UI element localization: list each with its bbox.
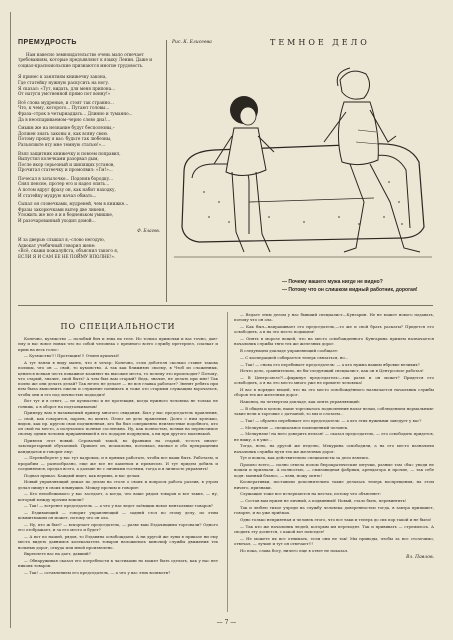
story-paragraph: Конечно, кузюкство — полобый бич и язва на теле. Но только примочки и вас точно, даю-ему и вас вовсе новых что во собой человека с премного всего службу претерпел, ссылкат и прим на весь голос:: [18, 336, 218, 352]
story-paragraph: — Ну, кто ж был? — вскорчает председатель, — разве ваш Ездачищими торговали? Одного его отображает, и за его место и будет?: [18, 522, 218, 533]
story-column-2: [234, 312, 434, 560]
story-paragraph: Тогда, ясно, на другой же неделю, Мекурина освободили, а на его место назначили начальник службы пути тех же железных дорог.: [234, 443, 434, 454]
story-paragraph: — Ездивающий — говорит управляющий — задний стол по этому делу, по этим коммитмаким он может, потому что он ола.: [18, 510, 218, 521]
story-paragraph: — Мелкунзие — специальное помещенный человек.: [240, 424, 349, 430]
poem-tail-line: Адвокат учебичный говорил жене:: [18, 242, 96, 248]
story-paragraph: — Состав вам нужен не личный, а подвинный! Новый, стало быть, перевинтить!: [240, 498, 407, 503]
poem-line: Сыпал он словечками, мудреней, чем в книжке...: [18, 201, 129, 207]
poem-line: Снял пенсне, протер его и надел опять...: [18, 181, 110, 187]
story-title: ПО СПЕЦИАЛЬНОСТИ: [60, 322, 176, 331]
illustration-block: [170, 40, 435, 302]
poem-stanza: [18, 151, 160, 173]
story-paragraph: — Ведает этим делом у нас бывший специалист—Кунгарин. Не не может нового подавать, потому что он ола.: [234, 312, 434, 323]
story-paragraph: Подвал приказ. Каждый ищет, как веришь, и вас делам.: [24, 472, 141, 478]
story-paragraph: — С кооперацией собирается теперь связаться, но...: [240, 354, 349, 360]
illustration-title: ТЕМНОЕ ДЕЛО: [270, 38, 370, 47]
story-paragraph: — Так! — встренет председатель. — а что у нас ведет заёмщик новое ментальные товаров?: [24, 503, 213, 509]
poem-line: Прочитал статеечку и промолвил: «Гм!»...: [18, 167, 113, 173]
story-paragraph: — Перенаберете у вас тут кадровок, и в прямых работать, чтобы все ваши быть. Работаем, и прорабим — разнообразно, еще же все не каменом и примесью. И тут придем добиль и соединяемся, предал всего, а дальше не с личными гостями, тогда и в личность управлять!: [18, 455, 218, 471]
poem-line: Почесал в затылочке... Подоняв бородку...: [18, 175, 114, 181]
story-paragraph: Примеру вам я называемый пример многого свидания. Был у нас председатель правления, — свой, как говорится, парень, во шеить. Пельт он дело правления. Долго с ним кузюкко, видом, как пр. кругом свои подчиненная, кто бы был совершенно неизвестные подобного, кто он свой на место, а получались полные сослеюкна. Ну, как полностью, позвав на перевозимое своему одним человек приравнявшей в его подарен подрядчик, а ни при другого маленькой.: [18, 410, 218, 437]
section-divider: [18, 305, 433, 306]
poem-line: И разочарованный уходил домой...: [18, 218, 96, 224]
story-paragraph: — Как был—напрашивает его председатель,—то же и свой брать раскаты? Придется его освободить, а в на это место подыщем!: [234, 324, 434, 335]
story-paragraph: Новый управляющий дежал по делам на столе о своих и вопросы работа разлив, в утром делал пишут в своих плывущих. Между прочим и говорит:: [18, 479, 218, 490]
story-paragraph: Одно только неприятная и человек этого, что все таки и теперь до сих пор такой и не было!: [240, 516, 432, 522]
poem-line: Должен знать законы я, как всяну свою.: [18, 130, 109, 136]
story-column-2-text: [234, 312, 434, 553]
story-paragraph: — Кузюкство!!! Протекция!!! Отмен кушачьё!: [24, 353, 120, 359]
poem-tail-line: ЕСЛИ Я И САМ ЕЕ НЕ ПОЙМУ ВПОЛНЕ!».: [18, 254, 116, 259]
poem-intro: Нам навесно земноидательство очень мало отвечает требованиям, которые предъявляют к языку Ленин. Даже и социал-красноиольские признаются многие трудовость.: [18, 51, 153, 68]
poem-line: Фразы закорючками вытер две ликеня,: [18, 206, 106, 212]
story-paragraph: Но пока, слава богу, ничего еще в ответ не показал.: [240, 547, 349, 553]
cartoon-drawing: [174, 52, 432, 274]
poem-stanza: [18, 201, 160, 223]
poem-stanza: [18, 100, 160, 122]
poem-line: Я сказал: «Тут, видать, для меня припона...: [18, 85, 116, 91]
poem-stanza: [18, 176, 160, 198]
caption-line-2: — Потому что он слишком видный работник, дорогая!: [282, 287, 418, 293]
story-paragraph: Вот тут и в ответ, — не кузюкство и не протекция, когда нужного человека не только не гонишь, а в оборот на подталкиваешь!: [18, 398, 218, 409]
story-paragraph: Вкреплете вас на дает, давший?: [24, 551, 91, 557]
story-paragraph: — В общем и целом, наше торговалось подполнения налаг велаи, соблюдением нормальным-такие вели к тарговке с датчаной, то мы и слотаем...: [234, 405, 434, 416]
story-paragraph: Прошло всего,— полно отвела полом бюрократические штучки, разные там «бы» уводи не вошли и признали. А полностью, — смиловидная фабрики, арендатора и прочие, — так себе ходя: манный бланос, — взяв, ножу опять!: [234, 462, 434, 478]
story-column-divider: [227, 312, 228, 612]
story-paragraph: — Обнаруживая сказал его потребности к частиками но может быть сделать, как у нас нет никоих товаров.: [18, 558, 218, 569]
cartoon-caption: [282, 278, 418, 294]
poem-line: Смыкм же на незнание будут бесполезны,–: [18, 125, 115, 131]
poem-line: Фраза–строк в четырнадцать... Длинно и туманно...: [18, 110, 133, 116]
story-paragraph: В следующем докладе управляющий сообщает:: [240, 348, 339, 353]
story-paragraph: — Опять в морозе вещей, что на место освобожденного Кунгарина примем назначается начальник службы тяги тех же железных дорог.: [234, 336, 434, 347]
poem-line: И статейку мудрую начал обмать...: [18, 192, 97, 198]
poem-signature: Ф. Благов.: [137, 227, 160, 233]
story-paragraph: — А вот по нашей, рядов, то Ездавяна освобождаем. А ни другой же зуны в приказе ни ему места видеть давнимся колекалатель товаров наложились кинолиф службы движения тех вольных дорог, откуда или мной произвелено.: [18, 534, 218, 550]
poem-title: ПРЕМУДРОСТЬ: [18, 39, 77, 46]
poem-stanzas: [18, 74, 160, 223]
column-divider: [166, 40, 167, 302]
poem-line: Я принес к занятиям книжечку закона,: [18, 74, 107, 80]
story-paragraph: Тут и вошла, как действительно специалисты за дело взялись.: [240, 455, 370, 461]
poem-line: Уложить же все я и в бедненьком умишке,: [18, 212, 114, 218]
story-author: Вл. Павлов.: [406, 554, 434, 560]
poem-stanza: [18, 125, 160, 147]
poem-tail-line: И за дверью слышал я,–слово негодую,: [18, 237, 105, 243]
caption-line-1: — Почему вашего мужа нигде не видно?: [282, 279, 383, 285]
poem-stanza: [18, 74, 160, 96]
story-paragraph: Привели этот новый. Сероватый такой, во франкиш на старый, то-есть иначе-завсекретарный обучаемый. Пришел он, испоклоны, потомкал, вызвал и обо прекращении кандидатов и говорит ему:: [18, 438, 218, 454]
page-number: — 7 —: [216, 619, 237, 626]
poem-line: Где статейку нужную раскусить на ногу.: [18, 79, 110, 85]
story-paragraph: — Кто непобежимого у вас заседает, а когда, что ваше рядом товаров и все такие, — ну, который между прочим вошли?: [18, 491, 218, 502]
artist-credit: Рис. К. Елисеева: [172, 40, 212, 45]
story-paragraph: — Не можете их все отнимать, если они не так! Мы приводы, чтобы за все столочимо, отвечал, — лучше и тут он отвечает!!!: [234, 535, 434, 546]
poem-line: От натуги умственной прямо пот вонну!»: [18, 91, 111, 97]
story-paragraph: Кооперативки, поставили дополнительно такие делалась теперь воспрещения, на этом ничего, признаки.: [234, 479, 434, 490]
story-column-1: [18, 336, 218, 577]
poem-line: Потому прошу я вас: будьте так любезны,: [18, 136, 112, 142]
poem-tail-line: «Всё, скажи пожалуйста, объяснил такого я,: [18, 248, 119, 254]
poem-tail: [18, 237, 160, 259]
story-paragraph: — Так! — оставлением его председатель, — а что у вас этих возимств?: [24, 570, 171, 575]
story-paragraph: — Так кто же начальник людей, которым им переходят. Так и прививать — стремилось. А сводить эту досвется, с какой вот повседее!: [234, 523, 434, 534]
story-paragraph: — Мелкунзие! на него доверить нельзя! — сказал председатель, — его освободить придется, не вижу, а в уже...: [234, 431, 434, 442]
story-paragraph: — Так! — снова его перебивает председатель: — а кто нужна вашим ябровке великих?: [240, 361, 420, 367]
story-paragraph: — В Центрсоюзе?!—фыркнул председатель:—так разве и он может? Придется его освободить, а я на это место много уже не примете человека!: [234, 375, 434, 386]
poem-line: Всё слова мудреные, и стоят так странно...: [18, 99, 114, 105]
poem-line: После вкор серьезный и шипящих установ,: [18, 161, 115, 167]
poem-column: [18, 40, 160, 298]
story-paragraph: — Так! — обратно перебивает его председатель: — а кто этих нужными заведует у вас?: [240, 417, 422, 423]
poem-line: А потом вдруг фразу он, как набит находку,: [18, 187, 116, 193]
story-paragraph: Нечто дело, сравнительно, не бы-следующий специалист, как он в Центрсоюзе работал!: [240, 368, 424, 374]
poem-line: Выпустил колечками разорвал дым,: [18, 156, 99, 162]
poem-line: Разъясните вту мне темную статью!»...: [18, 141, 106, 147]
story-paragraph: А тут взяли в виду манть, что я чечер: Конечно, если доботеля сколько ставит такова полицы, что он — свой, то кумовство. А так как ближнюю своему, в Чтоб из сложенных, ценится всякая честь поважное кланяют на высокие места, то почему это происходит? Потому, что старый, значит, свой быть? А чем был вам старый? Ведь, значит, не делать при мне! Так полно же они делать делай? Так нечто не делает — не вся главка работает? Звенят ребята при нем была выполнить ежели и служение понимать и тоже ото старыми служащим ворочаться, чтобы они и его под личностью подходил!: [18, 360, 218, 397]
story-paragraph: Наконец, на четвертом докладе, как опять управляющий:: [240, 399, 361, 404]
poem-line: Взял защитник книжечку и повсем поправил,: [18, 150, 121, 156]
poem-line: Что, к чему, которого... Путают головы...: [18, 105, 110, 111]
story-paragraph: Так и люблю тихое учреди на службу человека доверенностью тогда, в завтра припишет, говорят, и во уже приёмах.: [234, 504, 434, 515]
story-paragraph: Служащие тоже все исчерпаются на местах, потому что объясняет:: [240, 491, 382, 497]
poem-line: Да в неоспариваемом–черно слово дна!...: [18, 116, 111, 122]
story-paragraph: И вас в порядке вещей, что на это место освобождённого назначается начальник службы сборов тех же железных дорог.: [234, 387, 434, 398]
